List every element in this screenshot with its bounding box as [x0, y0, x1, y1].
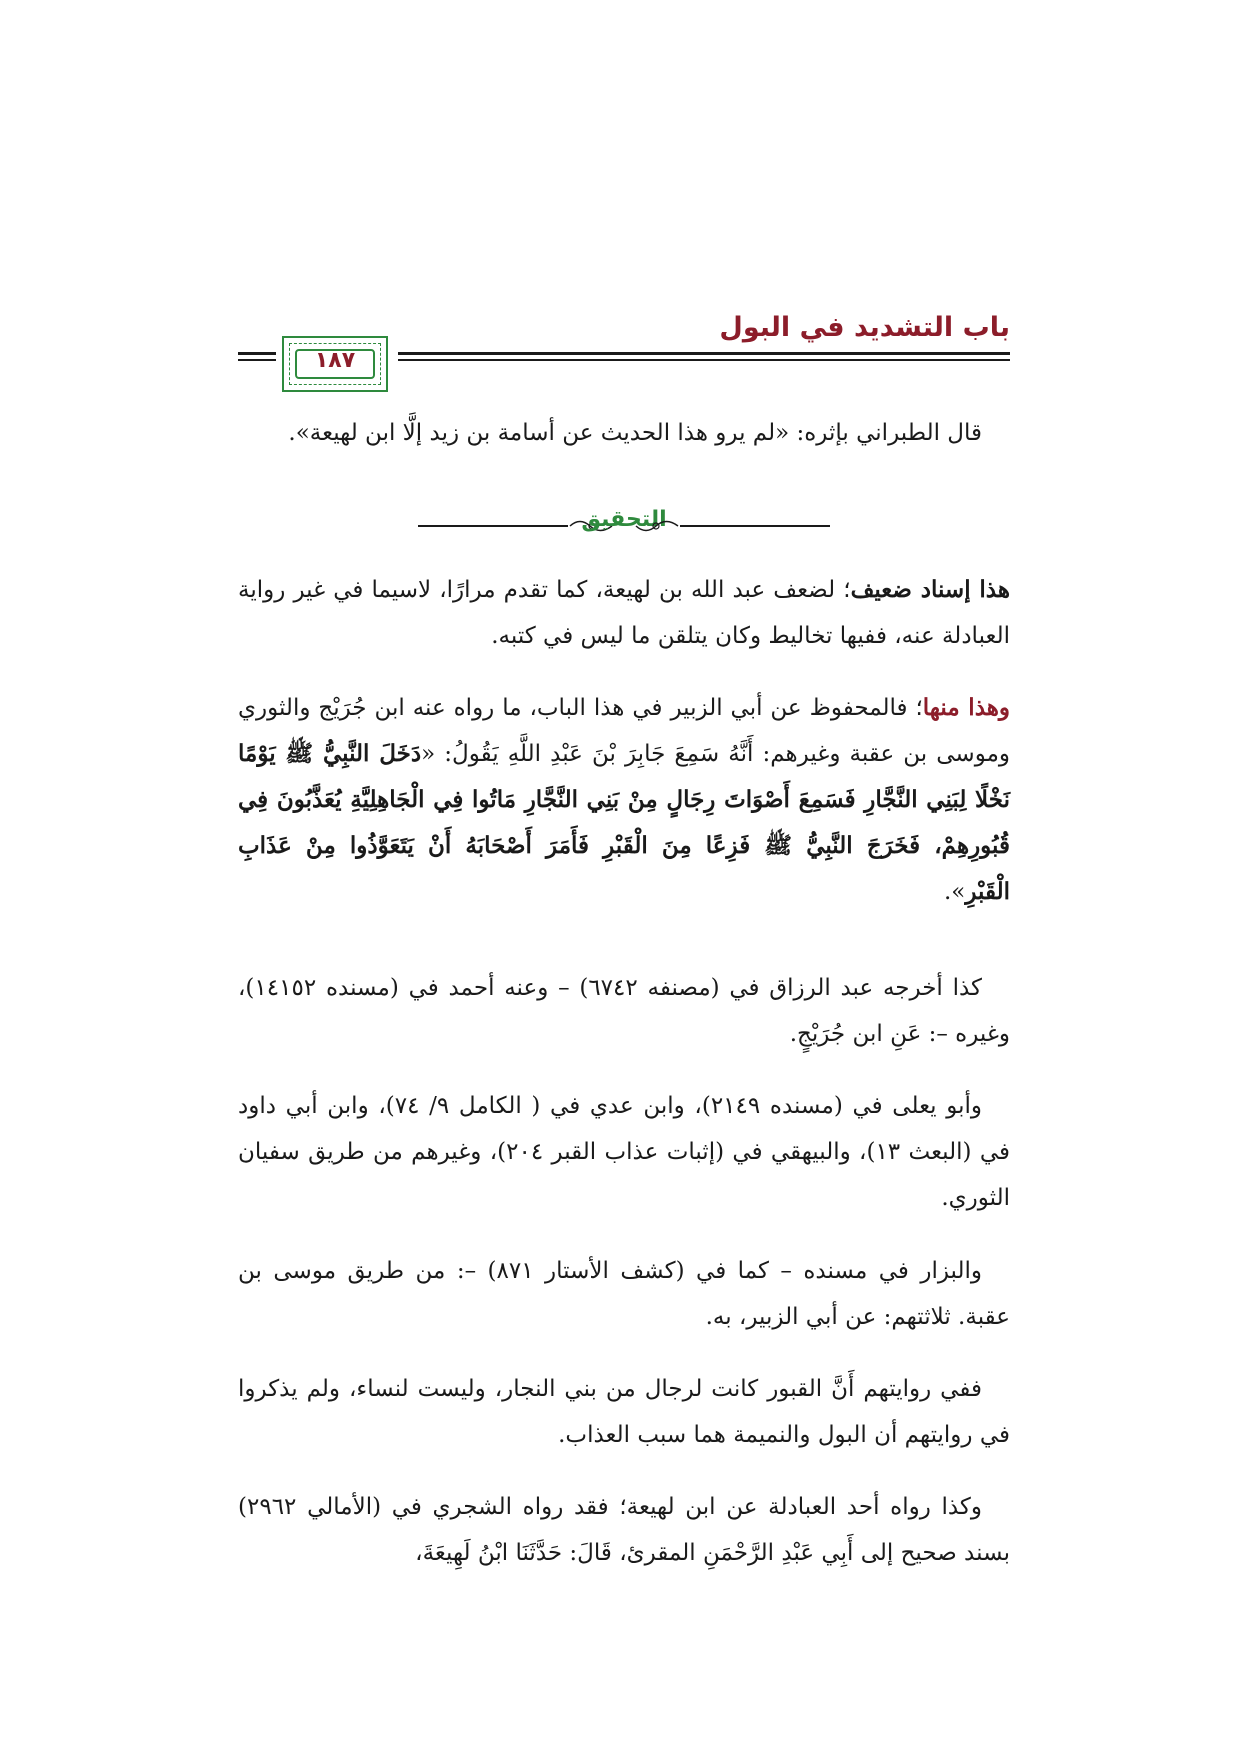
paragraph-abdurrazzaq [238, 965, 1010, 1057]
hadith-quote: دَخَلَ النَّبِيُّ ﷺ يَوْمًا نَخْلًا لِبَنِي النَّجَّارِ فَسَمِعَ أَصْوَاتَ رِجَالٍ مِنْ بَنِي النَّجَّارِ مَاتُوا فِي الْجَاهِلِيَّةِ يُعَذَّبُونَ فِي قُبُورِهِمْ، فَخَرَجَ النَّبِيُّ ﷺ فَزِعًا مِنَ الْقَبْرِ فَأَمَرَ أَصْحَابَهُ أَنْ يَتَعَوَّذُوا مِنْ عَذَابِ الْقَبْرِ [238, 740, 1010, 905]
paragraph-text: والبزار في مسنده – كما في (كشف الأستار ٨٧١) –: من طريق موسى بن عقبة. ثلاثتهم: عن أبي الزبير، به. [238, 1258, 1010, 1330]
section-heading [238, 505, 1010, 545]
paragraph-hadith-jabir [238, 685, 1010, 915]
chapter-title: باب التشديد في البول [719, 312, 1010, 343]
paragraph-isnad-weak [238, 567, 1010, 659]
paragraph-text: وأبو يعلى في (مسنده ٢١٤٩)، وابن عدي في ( الكامل ٩/ ٧٤)، وابن أبي داود في (البعث ١٣)، والبيهقي في (إثبات عذاب القبر ٢٠٤)، وغيرهم من طريق سفيان الثوري. [238, 1093, 1010, 1211]
quote-close: ». [943, 879, 966, 905]
paragraph-abu-yala [238, 1083, 1010, 1221]
paragraph-text: ؛ فالمحفوظ عن أبي الزبير في هذا الباب، ما رواه عنه ابن جُرَيْج والثوري وموسى بن عقبة وغيرهم: أَنَّهُ سَمِعَ جَابِرَ بْنَ عَبْدِ اللَّهِ يَقُولُ: « [238, 695, 1011, 767]
page-header [238, 312, 1010, 392]
paragraph-riwayat [238, 1366, 1010, 1458]
section-title: التحقيق [581, 507, 667, 532]
header-rule-bottom [398, 359, 1010, 361]
paragraph-tabarani-quote [238, 410, 1010, 456]
page-number-badge [282, 336, 388, 392]
ornament-swirl-right-icon [632, 515, 680, 537]
header-rule-left-bottom [238, 359, 276, 361]
header-rule-top [398, 352, 1010, 355]
paragraph-text: ؛ لضعف عبد الله بن لهيعة، كما تقدم مرارًا، لاسيما في غير رواية العبادلة عنه، ففيها تخاليط وكان يتلقن ما ليس في كتبه. [238, 577, 1010, 649]
paragraph-text: كذا أخرجه عبد الرزاق في (مصنفه ٦٧٤٢) – وعنه أحمد في (مسنده ١٤١٥٢)، وغيره –: عَنِ ابن جُرَيْجٍ. [238, 975, 1010, 1047]
ornament-line-right [680, 525, 830, 527]
header-rule-left-top [238, 352, 276, 355]
paragraph-lead: وهذا منها [922, 694, 1010, 721]
paragraph-text: قال الطبراني بإثره: «لم يرو هذا الحديث عن أسامة بن زيد إلَّا ابن لهيعة». [288, 420, 982, 446]
page-number: ١٨٧ [314, 348, 356, 373]
paragraph-text: وكذا رواه أحد العبادلة عن ابن لهيعة؛ فقد رواه الشجري في (الأمالي ٢٩٦٢) بسند صحيح إلى أَبِي عَبْدِ الرَّحْمَنِ المقرئ، قَالَ: حَدَّثَنَا ابْنُ لَهِيعَةَ، [238, 1494, 1010, 1566]
paragraph-bazzar [238, 1248, 1010, 1340]
paragraph-text: ففي روايتهم أَنَّ القبور كانت لرجال من بني النجار، وليست لنساء، ولم يذكروا في روايتهم أن البول والنميمة هما سبب العذاب. [238, 1376, 1010, 1448]
paragraph-abadila [238, 1484, 1010, 1576]
paragraph-lead: هذا إسناد ضعيف [850, 576, 1010, 603]
